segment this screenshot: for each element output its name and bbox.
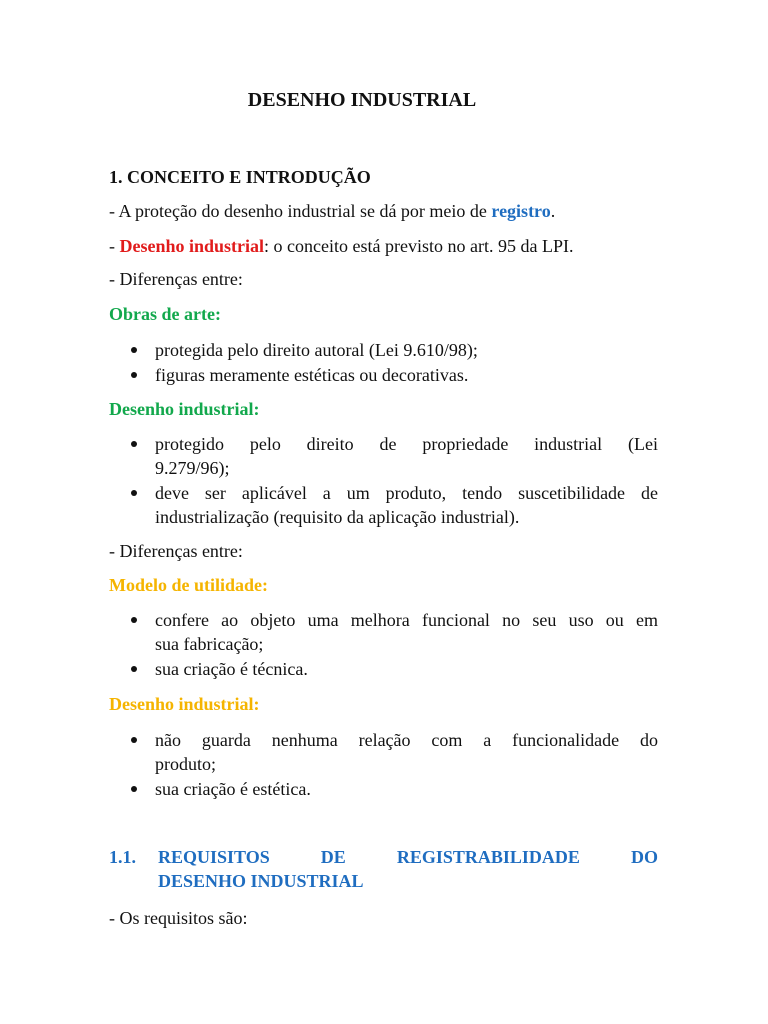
list-item: protegida pelo direito autoral (Lei 9.610/98); — [155, 340, 478, 360]
list-item: figuras meramente estéticas ou decorativas. — [155, 365, 469, 385]
heading-obras-de-arte: Obras de arte: — [109, 304, 221, 324]
list-item: protegido pelo direito de propriedade industrial (Lei — [155, 434, 658, 454]
list-item: sua criação é estética. — [155, 779, 311, 799]
bullet-icon — [131, 737, 137, 743]
heading-desenho-industrial: Desenho industrial: — [109, 694, 260, 714]
list-item: sua criação é técnica. — [155, 659, 308, 679]
paragraph-diferencas: - Diferenças entre: — [109, 541, 243, 561]
bullet-icon — [131, 617, 137, 623]
document-title: DESENHO INDUSTRIAL — [247, 89, 477, 111]
section-heading-1-1: REQUISITOS DE REGISTRABILIDADE DO — [158, 847, 658, 867]
paragraph-text: - A proteção do desenho industrial se dá por meio de — [109, 201, 492, 221]
highlight-desenho-industrial: Desenho industrial — [119, 236, 265, 256]
list-item-continuation: produto; — [155, 754, 216, 774]
paragraph-text: : o conceito está previsto no art. 95 da LPI. — [264, 236, 574, 256]
list-item: não guarda nenhuma relação com a funcionalidade do — [155, 730, 658, 750]
bullet-icon — [131, 347, 137, 353]
paragraph-text: . — [550, 201, 556, 221]
list-item: confere ao objeto uma melhora funcional no seu uso ou em — [155, 610, 658, 630]
section-heading-1-1-continuation: DESENHO INDUSTRIAL — [158, 871, 364, 891]
paragraph-diferencas: - Diferenças entre: — [109, 269, 243, 289]
list-item-continuation: sua fabricação; — [155, 634, 264, 654]
bullet-icon — [131, 441, 137, 447]
bullet-icon — [131, 490, 137, 496]
paragraph-requisitos: - Os requisitos são: — [109, 908, 248, 928]
heading-desenho-industrial: Desenho industrial: — [109, 399, 260, 419]
paragraph-text: - — [109, 236, 120, 256]
list-item-continuation: 9.279/96); — [155, 458, 230, 478]
list-item-continuation: industrialização (requisito da aplicação industrial). — [155, 507, 520, 527]
bullet-icon — [131, 786, 137, 792]
heading-modelo-de-utilidade: Modelo de utilidade: — [109, 575, 269, 595]
paragraph-registro — [109, 199, 555, 223]
paragraph-conceito — [109, 234, 573, 258]
bullet-icon — [131, 666, 137, 672]
list-item: deve ser aplicável a um produto, tendo suscetibilidade de — [155, 483, 658, 503]
section-heading-1: 1. CONCEITO E INTRODUÇÃO — [109, 167, 371, 187]
section-number-1-1: 1.1. — [109, 847, 136, 867]
highlight-registro: registro — [491, 201, 551, 221]
bullet-icon — [131, 372, 137, 378]
